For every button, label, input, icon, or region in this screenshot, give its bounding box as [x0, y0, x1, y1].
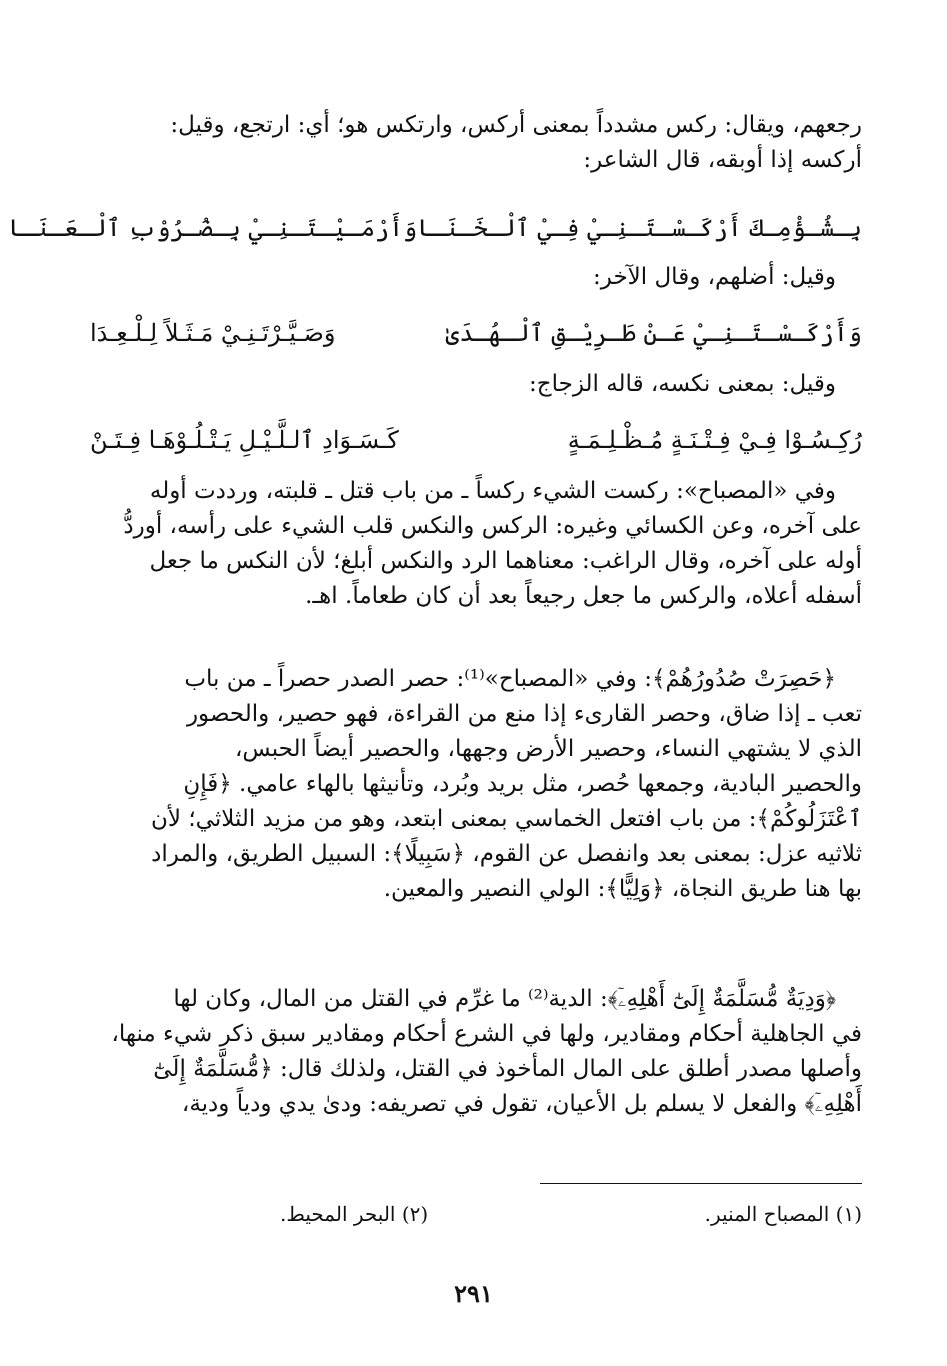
mid-line-1 — [90, 260, 862, 295]
poetry-verse-1 — [8, 210, 862, 246]
text-line: أَهْلِهِۦٓ﴾ والفعل لا يسلم بل الأعيان، تقول في تصريفه: ودىٰ يدي ودياً ودية، — [181, 1091, 862, 1117]
intro-paragraph — [90, 108, 862, 178]
text-line: الذي لا يشتهي النساء، وحصير الأرض وجهها، والحصير أيضاً الحبس، — [234, 736, 862, 762]
text-line: وفي «المصباح»: ركست الشيء ركساً ـ من باب قتل ـ قلبته، ورددت أوله — [149, 478, 836, 504]
text-line: أوله على آخره، وقال الراغب: معناهما الرد والنكس أبلغ؛ لأن النكس ما جعل — [149, 548, 862, 574]
paragraph-diya — [90, 982, 862, 1122]
poetry-verse-3 — [90, 422, 862, 458]
text-line: تعب ـ إذا ضاق، وحصر القارىء إذا منع من القراءة، فهو حصير، والحصور — [186, 701, 862, 727]
text-line: وأصلها مصدر أطلق على المال المأخوذ في القتل، ولذلك قال: ﴿مُّسَلَّمَةٌ إِلَىٰٓ — [153, 1056, 862, 1082]
text-line: رجعهم، ويقال: ركس مشدداً بمعنى أركس، وارتكس هو؛ أي: ارتجع، وقيل: — [170, 112, 862, 138]
verse-hemistich-right: وَأَرْكَـسْـتَـنِـيْ عَـنْ طَـرِيْـقِ ٱلْـهُـدَىٰ — [445, 319, 862, 347]
page-number: ٢٩١ — [454, 1279, 493, 1308]
verse-hemistich-right: رُكِـسُـوْا فِـيْ فِـتْـنَـةٍ مُـظْـلِـمَـةٍ — [567, 426, 862, 454]
footnotes — [280, 1200, 862, 1228]
text-line: وقيل: بمعنى نكسه، قاله الزجاج: — [529, 371, 836, 397]
footnote-divider — [540, 1183, 862, 1184]
text-line: في الجاهلية أحكام ومقادير، ولها في الشرع أحكام ومقادير سبق ذكر شيء منها، — [111, 1021, 862, 1047]
text-line: ثلاثيه عزل: بمعنى بعد وانفصل عن القوم، ﴿سَبِيلًا﴾: السبيل الطريق، والمراد — [151, 841, 862, 867]
paragraph-misbah — [90, 474, 862, 614]
paragraph-hasirat — [90, 662, 862, 907]
verse-hemistich-left: وَأَرْمَـيْـتَـنِـيْ بِـضُـرُوْبِ ٱلْـعَـنَـا — [8, 214, 418, 242]
text-line: ٱعْتَزَلُوكُمْ﴾: من باب افتعل الخماسي بمعنى ابتعد، وهو من مزيد الثلاثي؛ لأن — [151, 806, 862, 832]
verse-hemistich-left: وَصَـيَّـرْتَـنِـيْ مَـثَـلاً لِـلْـعِـدَا — [90, 319, 336, 347]
text-line: أركسه إذا أوبقه، قال الشاعر: — [583, 147, 862, 173]
text-line: والحصير البادية، وجمعها حُصر، مثل بريد وبُرد، وتأنيثها بالهاء عامي. ﴿فَإِنِ — [183, 771, 862, 797]
verse-hemistich-right: بِـشُـؤْمِـكَ أَرْكَـسْـتَـنِـيْ فِـيْ ٱلْـخَـنَـا — [417, 214, 862, 242]
text-line: أسفله أعلاه، والركس ما جعل رجيعاً بعد أن كان طعاماً. اهـ. — [305, 583, 862, 609]
text-line: وقيل: أضلهم، وقال الآخر: — [593, 264, 836, 290]
verse-hemistich-left: كَـسَـوَادِ ٱلـلَّـيْـلِ يَـتْـلُـوْهَـا فِـتَـنْ — [90, 426, 399, 454]
footnote-1: (١) المصباح المنير. — [704, 1202, 862, 1226]
mid-line-2 — [90, 367, 862, 402]
text-line: ﴿حَصِرَتْ صُدُورُهُمْ﴾: وفي «المصباح»⁽¹⁾: حصر الصدر حصراً ـ من باب — [184, 666, 836, 692]
poetry-verse-2 — [90, 315, 862, 351]
footnote-2: (٢) البحر المحيط. — [280, 1202, 429, 1226]
text-line: ﴿وَدِيَةٌ مُّسَلَّمَةٌ إِلَىٰٓ أَهْلِهِۦٓ﴾: الدية⁽²⁾ ما غرِّم في القتل من المال، وكان لها — [173, 986, 836, 1012]
text-line: على آخره، وعن الكسائي وغيره: الركس والنكس قلب الشيء على رأسه، أوردُّ — [123, 513, 862, 539]
text-line: بها هنا طريق النجاة، ﴿وَلِيًّا﴾: الولي النصير والمعين. — [383, 876, 862, 902]
